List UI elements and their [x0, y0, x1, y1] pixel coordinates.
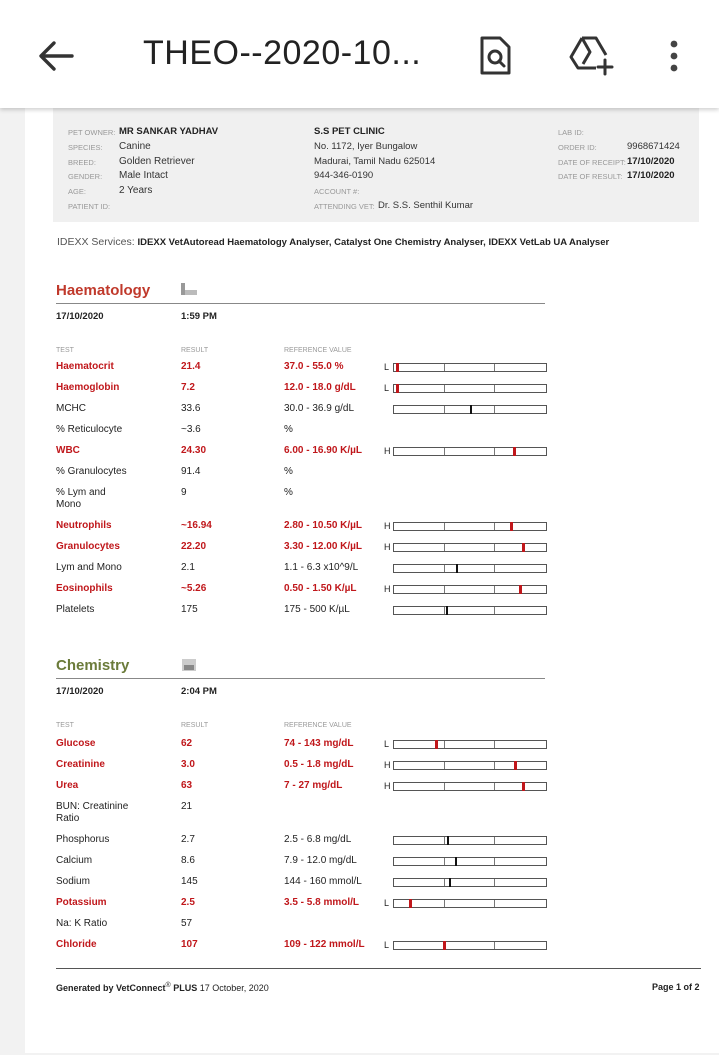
patient-info-box	[53, 108, 699, 222]
range-divider	[494, 783, 495, 790]
range-divider	[494, 607, 495, 614]
range-bar	[393, 543, 547, 552]
result-marker	[409, 899, 412, 908]
haematology-time: 1:59 PM	[181, 311, 217, 322]
range-divider	[444, 879, 445, 886]
test-result: 7.2	[181, 382, 195, 393]
range-divider	[494, 406, 495, 413]
test-name: % Reticulocyte	[56, 424, 123, 435]
test-name: Calcium	[56, 855, 93, 866]
gender-value: Male Intact	[119, 170, 168, 181]
clinic-name: S.S PET CLINIC	[314, 126, 385, 137]
reference-value: 3.30 - 12.00 K/µL	[284, 541, 363, 552]
registered-mark: ®	[165, 982, 171, 989]
test-result: 63	[181, 780, 193, 791]
range-divider	[444, 741, 445, 748]
reference-value: 2.5 - 6.8 mg/dL	[284, 834, 352, 845]
range-divider	[494, 942, 495, 949]
test-result: 33.6	[181, 403, 201, 414]
col-reference: REFERENCE VALUE	[284, 722, 352, 729]
range-bar	[393, 740, 547, 749]
test-result: 22.20	[181, 541, 207, 552]
flag-indicator: L	[384, 383, 390, 393]
flag-indicator: L	[384, 362, 390, 372]
result-marker	[396, 363, 399, 372]
test-name: Platelets	[56, 604, 95, 615]
test-name: % Lym and Mono	[56, 487, 106, 510]
arrow-left-icon[interactable]	[38, 38, 74, 74]
range-divider	[494, 448, 495, 455]
reference-value: 37.0 - 55.0 %	[284, 361, 344, 372]
order-id-value: 9968671424	[627, 141, 680, 152]
range-divider	[494, 879, 495, 886]
test-result: 2.5	[181, 897, 195, 908]
range-divider	[444, 448, 445, 455]
range-divider	[494, 837, 495, 844]
test-name: Urea	[56, 780, 79, 791]
test-name: Phosphorus	[56, 834, 110, 845]
reference-value: %	[284, 487, 293, 498]
chemistry-divider	[56, 678, 545, 679]
page-number: Page 1 of 2	[652, 982, 700, 992]
test-name: Potassium	[56, 897, 107, 908]
result-marker	[470, 405, 472, 414]
range-bar	[393, 585, 547, 594]
vet-value: Dr. S.S. Senthil Kumar	[378, 200, 474, 211]
document-title: THEO--2020-10...	[143, 34, 422, 72]
account-label: ACCOUNT #:	[314, 187, 360, 196]
test-name: Lym and Mono	[56, 562, 122, 573]
range-divider	[494, 385, 495, 392]
result-marker	[519, 585, 522, 594]
chemistry-time: 2:04 PM	[181, 686, 217, 697]
range-divider	[444, 837, 445, 844]
test-result: ~3.6	[181, 424, 201, 435]
analyser-icon	[180, 282, 198, 296]
services-label: IDEXX Services:	[57, 236, 135, 248]
reference-value: 12.0 - 18.0 g/dL	[284, 382, 356, 393]
result-marker	[455, 857, 457, 866]
result-marker	[510, 522, 513, 531]
test-result: 8.6	[181, 855, 195, 866]
flag-indicator: H	[384, 542, 391, 552]
range-divider	[444, 762, 445, 769]
range-divider	[444, 858, 445, 865]
range-divider	[494, 565, 495, 572]
reference-value: 2.80 - 10.50 K/µL	[284, 520, 363, 531]
range-bar	[393, 941, 547, 950]
reference-value: %	[284, 466, 293, 477]
reference-value: 1.1 - 6.3 x10^9/L	[284, 562, 359, 573]
footer-divider	[56, 968, 701, 969]
clinic-address2: Madurai, Tamil Nadu 625014	[314, 156, 436, 167]
reference-value: 7 - 27 mg/dL	[284, 780, 343, 791]
range-divider	[494, 900, 495, 907]
receipt-value: 17/10/2020	[627, 156, 675, 167]
haematology-title: Haematology	[56, 282, 151, 299]
owner-value: MR SANKAR YADHAV	[119, 126, 219, 137]
plus-label: PLUS	[173, 983, 198, 993]
test-result: 62	[181, 738, 193, 749]
range-bar	[393, 857, 547, 866]
result-marker	[435, 740, 438, 749]
test-name: BUN: Creatinine Ratio	[56, 801, 129, 824]
reference-value: 74 - 143 mg/dL	[284, 738, 354, 749]
range-bar	[393, 363, 547, 372]
reference-value: 6.00 - 16.90 K/µL	[284, 445, 363, 456]
test-result: 21.4	[181, 361, 201, 372]
test-result: 91.4	[181, 466, 201, 477]
range-divider	[444, 544, 445, 551]
species-value: Canine	[119, 141, 151, 152]
test-result: 2.7	[181, 834, 195, 845]
test-result: ~16.94	[181, 520, 212, 531]
report-page	[25, 108, 719, 1053]
col-reference: REFERENCE VALUE	[284, 347, 352, 354]
range-divider	[494, 523, 495, 530]
result-date-value: 17/10/2020	[627, 170, 675, 181]
test-name: % Granulocytes	[56, 466, 127, 477]
test-result: 2.1	[181, 562, 195, 573]
generated-by	[56, 982, 269, 993]
result-marker	[447, 836, 449, 845]
age-label: AGE:	[68, 187, 86, 196]
range-divider	[444, 364, 445, 371]
result-marker	[522, 782, 525, 791]
haematology-date: 17/10/2020	[56, 311, 104, 322]
test-result: ~5.26	[181, 583, 207, 594]
test-name: Granulocytes	[56, 541, 120, 552]
range-divider	[444, 586, 445, 593]
range-divider	[444, 523, 445, 530]
range-divider	[494, 544, 495, 551]
range-bar	[393, 405, 547, 414]
result-marker	[514, 761, 517, 770]
species-label: SPECIES:	[68, 143, 103, 152]
test-name: Haematocrit	[56, 361, 114, 372]
test-name: Sodium	[56, 876, 90, 887]
test-result: 107	[181, 939, 198, 950]
result-marker	[449, 878, 451, 887]
test-name: Creatinine	[56, 759, 105, 770]
flag-indicator: H	[384, 584, 391, 594]
test-name: Glucose	[56, 738, 96, 749]
test-result: 145	[181, 876, 198, 887]
result-marker	[456, 564, 458, 573]
range-divider	[494, 762, 495, 769]
test-result: 21	[181, 801, 193, 812]
test-name: MCHC	[56, 403, 86, 414]
idexx-services	[57, 236, 609, 248]
add-to-drive-icon[interactable]	[568, 34, 616, 76]
flag-indicator: L	[384, 739, 390, 749]
range-divider	[494, 741, 495, 748]
result-marker	[396, 384, 399, 393]
range-divider	[444, 565, 445, 572]
chemistry-title: Chemistry	[56, 657, 130, 674]
reference-value: %	[284, 424, 293, 435]
range-divider	[444, 900, 445, 907]
generated-date: 17 October, 2020	[199, 983, 269, 993]
test-result: 24.30	[181, 445, 207, 456]
services-value: IDEXX VetAutoread Haematology Analyser, Catalyst One Chemistry Analyser, IDEXX VetLab UA Analyser	[137, 237, 610, 248]
range-divider	[444, 406, 445, 413]
flag-indicator: H	[384, 760, 391, 770]
reference-value: 144 - 160 mmol/L	[284, 876, 362, 887]
reference-value: 30.0 - 36.9 g/dL	[284, 403, 355, 414]
result-date-label: DATE OF RESULT:	[558, 172, 623, 181]
breed-value: Golden Retriever	[119, 156, 195, 167]
lab-id-label: LAB ID:	[558, 128, 584, 137]
gender-label: GENDER:	[68, 172, 103, 181]
range-bar	[393, 878, 547, 887]
receipt-label: DATE OF RECEIPT:	[558, 158, 626, 167]
document-search-icon[interactable]	[478, 36, 512, 76]
chemistry-date: 17/10/2020	[56, 686, 104, 697]
range-bar	[393, 522, 547, 531]
age-value: 2 Years	[119, 185, 153, 196]
test-result: 9	[181, 487, 187, 498]
result-marker	[513, 447, 516, 456]
test-name: Neutrophils	[56, 520, 112, 531]
col-result: RESULT	[181, 722, 209, 729]
flag-indicator: H	[384, 521, 391, 531]
range-divider	[494, 858, 495, 865]
range-bar	[393, 782, 547, 791]
range-divider	[494, 586, 495, 593]
range-bar	[393, 606, 547, 615]
test-result: 57	[181, 918, 193, 929]
owner-label: PET OWNER:	[68, 128, 116, 137]
test-result: 175	[181, 604, 198, 615]
test-name: Haemoglobin	[56, 382, 120, 393]
range-bar	[393, 564, 547, 573]
range-divider	[444, 783, 445, 790]
reference-value: 0.50 - 1.50 K/µL	[284, 583, 357, 594]
test-name: Chloride	[56, 939, 97, 950]
test-result: 3.0	[181, 759, 195, 770]
app-bar	[0, 0, 719, 108]
result-marker	[443, 941, 446, 950]
vet-label: ATTENDING VET:	[314, 202, 375, 211]
range-bar	[393, 899, 547, 908]
range-bar	[393, 761, 547, 770]
range-divider	[494, 364, 495, 371]
range-bar	[393, 384, 547, 393]
flag-indicator: H	[384, 446, 391, 456]
clinic-phone: 944-346-0190	[314, 170, 374, 181]
test-name: WBC	[56, 445, 80, 456]
reference-value: 109 - 122 mmol/L	[284, 939, 365, 950]
reference-value: 175 - 500 K/µL	[284, 604, 350, 615]
breed-label: BREED:	[68, 158, 96, 167]
col-test: TEST	[56, 722, 74, 729]
haematology-divider	[56, 303, 545, 304]
test-name: Eosinophils	[56, 583, 113, 594]
more-vert-icon[interactable]	[668, 40, 680, 72]
range-divider	[444, 385, 445, 392]
result-marker	[446, 606, 448, 615]
range-bar	[393, 447, 547, 456]
flag-indicator: L	[384, 898, 390, 908]
generated-label: Generated by VetConnect	[56, 983, 166, 993]
clinic-address1: No. 1172, Iyer Bungalow	[314, 141, 418, 152]
test-name: Na: K Ratio	[56, 918, 108, 929]
order-id-label: ORDER ID:	[558, 143, 597, 152]
reference-value: 3.5 - 5.8 mmol/L	[284, 897, 360, 908]
flag-indicator: H	[384, 781, 391, 791]
patient-id-label: PATIENT ID:	[68, 202, 111, 211]
result-marker	[522, 543, 525, 552]
reference-value: 7.9 - 12.0 mg/dL	[284, 855, 357, 866]
reference-value: 0.5 - 1.8 mg/dL	[284, 759, 354, 770]
flag-indicator: L	[384, 940, 390, 950]
col-result: RESULT	[181, 347, 209, 354]
range-bar	[393, 836, 547, 845]
analyser-icon	[180, 658, 198, 672]
col-test: TEST	[56, 347, 74, 354]
